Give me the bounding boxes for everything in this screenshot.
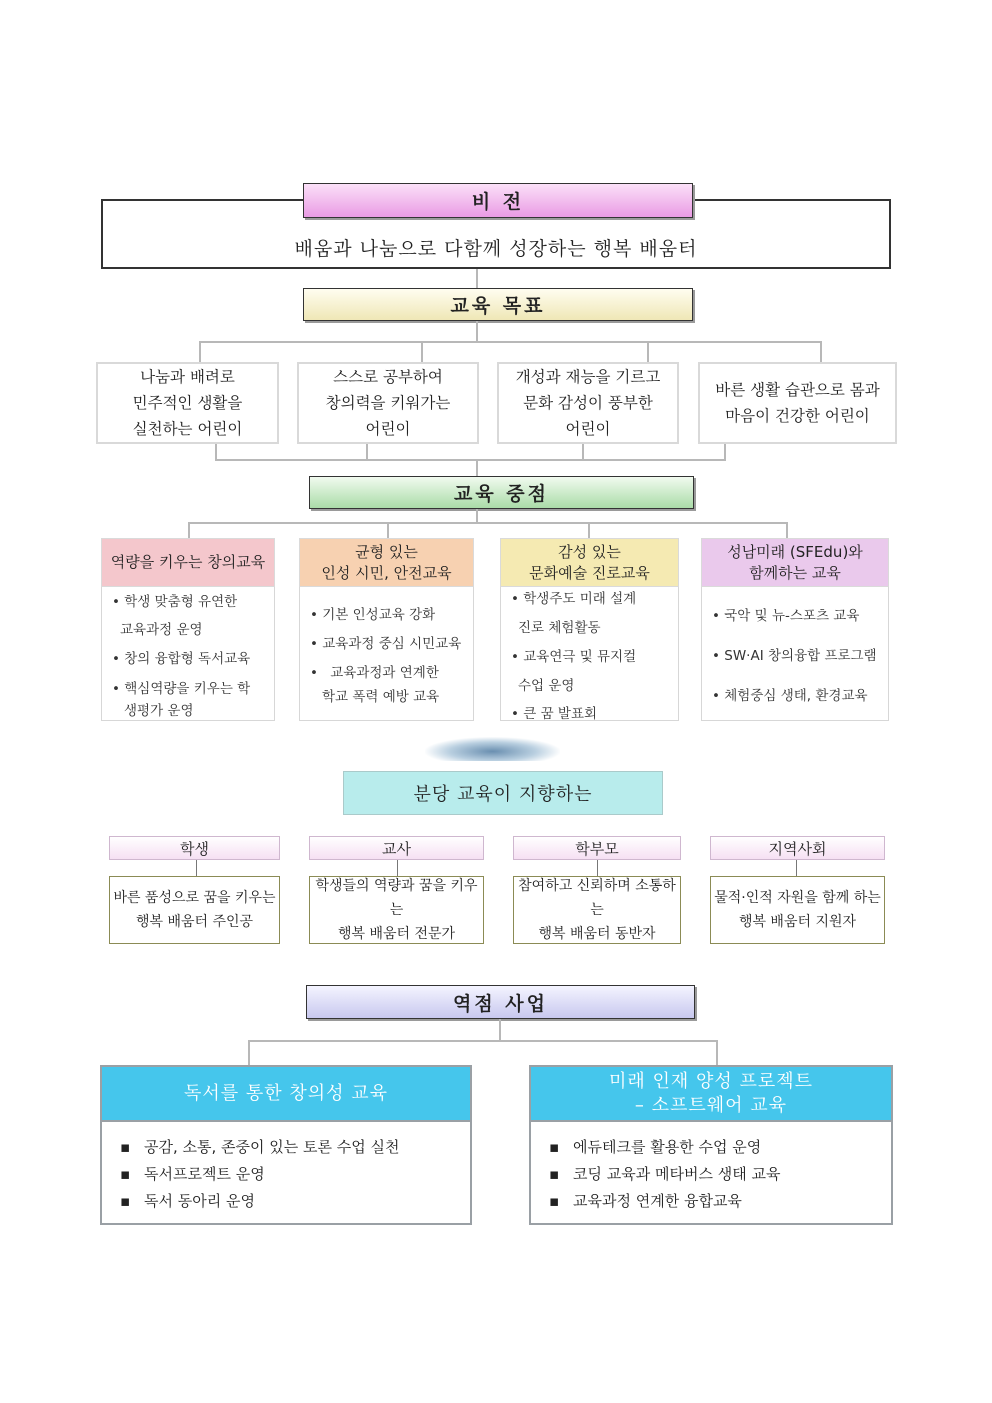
focus-header (500, 538, 679, 587)
list-item (511, 645, 672, 665)
bullet-icon: • (310, 665, 318, 681)
project-header-line: 독서를 통한 창의성 교육 (183, 1082, 389, 1104)
list-item-text: 수업 운영 (518, 678, 575, 694)
list-item-text: 교육과정 연계한 융합교육 (573, 1192, 742, 1210)
role-desc-line: 행복 배움터 동반자 (538, 926, 656, 942)
goal-line: 스스로 공부하여 (333, 368, 443, 386)
list-item (549, 1190, 742, 1211)
role-desc (513, 876, 681, 944)
role-desc-line: 행복 배움터 지원자 (738, 914, 857, 930)
bullet-icon: • (112, 651, 120, 667)
role-desc-line: 물적·인적 자원을 함께 하는 (714, 890, 881, 906)
list-item (124, 699, 268, 719)
list-item (712, 644, 882, 664)
project-header-line: 미래 인재 양성 프로젝트 (608, 1070, 814, 1092)
list-item-text: 교육과정 운영 (120, 622, 203, 638)
focus-title-text: 교육 중점 (453, 483, 550, 505)
vision-title (303, 183, 693, 218)
goals-title-text: 교육 목표 (450, 295, 546, 317)
role-desc (109, 876, 280, 944)
list-item (310, 661, 467, 681)
focus-header (299, 538, 474, 587)
bullet-icon: • (511, 706, 519, 722)
goal-line: 어린이 (365, 420, 411, 438)
aim-title (343, 771, 663, 815)
bullet-icon: ▪ (549, 1138, 560, 1156)
bullet-icon: ▪ (549, 1192, 560, 1210)
list-item (549, 1136, 761, 1157)
list-item-text: 진로 체험활동 (518, 620, 601, 636)
project-header (529, 1065, 893, 1122)
goal-box (96, 362, 279, 444)
role-desc (309, 876, 484, 944)
role-desc-line: 행복 배움터 전문가 (337, 926, 456, 942)
list-item-text: 독서프로젝트 운영 (144, 1165, 265, 1183)
role-label: 지역사회 (768, 839, 827, 858)
goal-line: 민주적인 생활을 (132, 394, 243, 412)
focus-header-line: 감성 있는 (558, 542, 621, 561)
list-item-text: 학생 맞춤형 유연한 (124, 594, 238, 610)
focus-header-line: 성남미래 (SFEdu)와 (727, 542, 863, 561)
list-item-text: 에듀테크를 활용한 수업 운영 (573, 1138, 762, 1156)
project-header-line: – 소프트웨어 교육 (634, 1094, 788, 1116)
focus-header-line: 균형 있는 (355, 542, 418, 561)
focus-header-line: 함께하는 교육 (749, 563, 841, 582)
list-item-text: 코딩 교육과 메타버스 생태 교육 (573, 1165, 781, 1183)
bullet-icon: • (112, 681, 120, 697)
list-item-text: 독서 동아리 운영 (144, 1192, 255, 1210)
list-item (310, 603, 467, 623)
goal-line: 개성과 재능을 기르고 (515, 368, 661, 386)
goal-line: 마음이 건강한 어린이 (725, 407, 870, 425)
list-item (112, 590, 268, 610)
goal-line: 문화 감성이 풍부한 (523, 394, 653, 412)
list-item-text: 큰 꿈 발표회 (523, 706, 598, 722)
projects-title-text: 역점 사업 (452, 992, 549, 1015)
bullet-icon: • (712, 688, 720, 704)
role-tab-parent (513, 836, 681, 860)
list-item-text: 체험중심 생태, 환경교육 (724, 688, 868, 704)
list-item (120, 1190, 255, 1211)
list-item (518, 674, 672, 694)
list-item (322, 685, 467, 705)
bullet-icon: • (511, 649, 519, 665)
projects-title (306, 985, 695, 1019)
list-item (511, 587, 672, 607)
goal-box (497, 362, 679, 444)
goal-box (297, 362, 479, 444)
list-item-text: 학생주도 미래 설계 (523, 591, 637, 607)
bullet-icon: • (511, 591, 519, 607)
role-desc (710, 876, 885, 944)
bullet-icon: • (310, 607, 318, 623)
project-list (100, 1122, 472, 1225)
role-desc-line: 학생들의 역량과 꿈을 키우는 (315, 878, 478, 918)
focus-header-line: 문화예술 진로교육 (529, 563, 650, 582)
bullet-icon: ▪ (120, 1138, 131, 1156)
focus-list (299, 587, 474, 721)
focus-list (500, 587, 679, 721)
bullet-icon: • (712, 648, 720, 664)
list-item-text: 국악 및 뉴-스포츠 교육 (724, 608, 860, 624)
bullet-icon: ▪ (549, 1165, 560, 1183)
goals-title (303, 288, 693, 321)
list-item (712, 684, 882, 704)
list-item-text: 공감, 소통, 존중이 있는 토론 수업 실천 (144, 1138, 400, 1156)
goal-line: 창의력을 키워가는 (325, 394, 451, 412)
bullet-icon: • (112, 594, 120, 610)
bullet-icon: • (712, 608, 720, 624)
role-tab-teacher (309, 836, 484, 860)
focus-title (309, 476, 694, 509)
list-item (120, 1163, 265, 1184)
list-item (112, 677, 268, 697)
list-item (511, 702, 672, 722)
list-item-text: SW·AI 창의융합 프로그램 (724, 648, 877, 664)
list-item-text: 교육과정 중심 시민교육 (322, 636, 462, 652)
bullet-icon: ▪ (120, 1192, 131, 1210)
project-header (100, 1065, 472, 1122)
focus-header-line: 인성 시민, 안전교육 (321, 563, 452, 582)
role-tab-community (710, 836, 885, 860)
list-item (549, 1163, 780, 1184)
bullet-icon: • (310, 636, 318, 652)
list-item-text: 창의 융합형 독서교육 (124, 651, 251, 667)
vision-statement: 배움과 나눔으로 다함께 성장하는 행복 배움터 (294, 237, 698, 260)
focus-header (101, 538, 275, 587)
goal-box (698, 362, 897, 444)
focus-list (101, 587, 275, 721)
bullet-icon: ▪ (120, 1165, 131, 1183)
list-item-text: 핵심역량을 키우는 학 (124, 681, 251, 697)
role-label: 교사 (382, 839, 411, 858)
list-item-text: 교육연극 및 뮤지컬 (523, 649, 637, 665)
role-desc-line: 바른 품성으로 꿈을 키우는 (113, 890, 276, 906)
list-item-text: 학교 폭력 예방 교육 (322, 689, 440, 705)
list-item (112, 647, 268, 667)
goal-line: 나눔과 배려로 (140, 368, 235, 386)
role-tab-student (109, 836, 280, 860)
focus-header-line: 역량을 키우는 창의교육 (110, 553, 266, 571)
goal-line: 실천하는 어린이 (132, 420, 243, 438)
list-item (518, 616, 672, 636)
role-label: 학생 (180, 839, 209, 858)
role-label: 학부모 (575, 839, 619, 858)
list-item-text: 생평가 운영 (124, 703, 194, 719)
role-desc-line: 참여하고 신뢰하며 소통하는 (518, 878, 676, 918)
goal-line: 어린이 (565, 420, 611, 438)
focus-list (701, 587, 889, 721)
aim-title-text: 분당 교육이 지향하는 (413, 784, 593, 805)
list-item-text: 기본 인성교육 강화 (322, 607, 436, 623)
list-item (310, 632, 467, 652)
project-list (529, 1122, 893, 1225)
list-item (120, 1136, 400, 1157)
list-item-text: 교육과정과 연계한 (330, 665, 439, 681)
list-item (712, 604, 882, 624)
focus-header (701, 538, 889, 587)
goal-line: 바른 생활 습관으로 몸과 (715, 381, 880, 399)
list-item (120, 618, 268, 638)
vision-title-text: 비 전 (471, 191, 525, 213)
upward-arrow-icon (425, 737, 560, 761)
role-desc-line: 행복 배움터 주인공 (135, 914, 254, 930)
